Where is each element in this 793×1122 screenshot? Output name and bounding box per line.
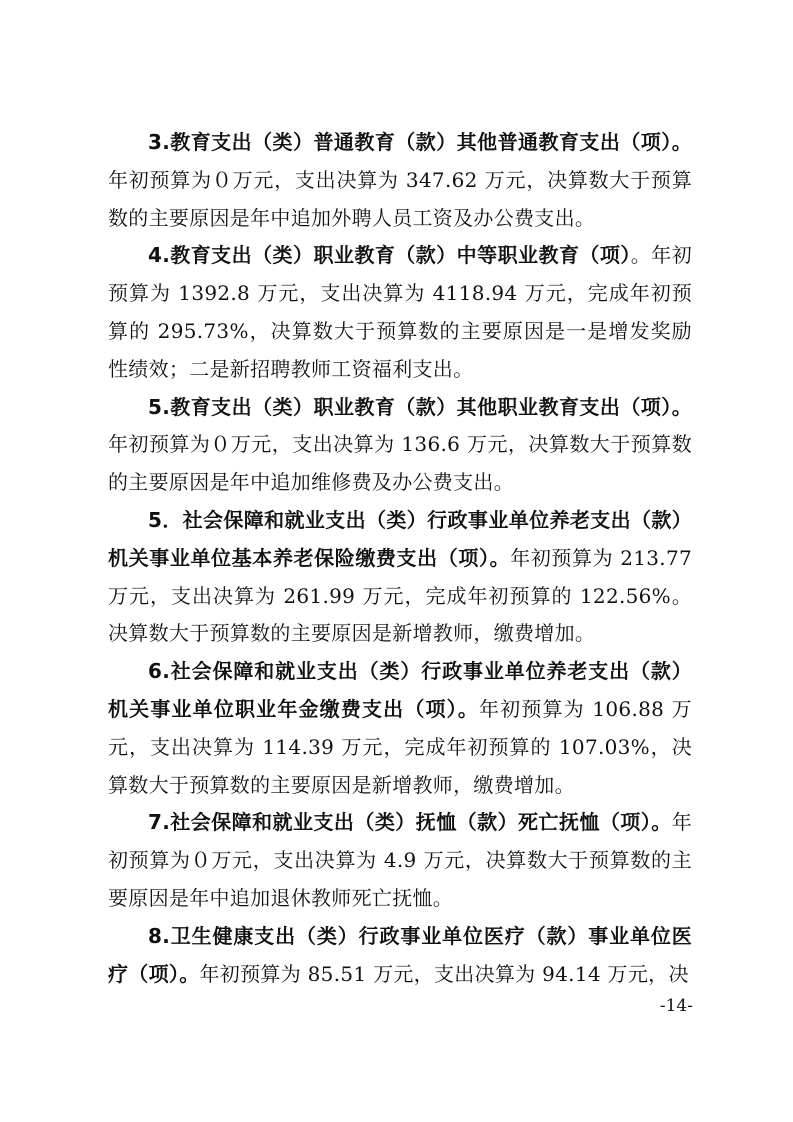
paragraph-item-3 [108,124,692,237]
paragraph-item-8 [108,918,692,994]
paragraph-item-5b [108,502,692,653]
paragraph-item-4 [108,237,692,388]
paragraph-text: 年初预算为 106.88 万元，支出决算为 114.39 万元，完成年初预算的 107.03%，决算数大于预算数的主要原因是新增教师，缴费增加。 [108,696,692,797]
paragraph-text: 年初预算为０万元，支出决算为 347.62 万元，决算数大于预算数的主要原因是年中追加外聘人员工资及办公费支出。 [108,167,692,230]
paragraph-item-7 [108,804,692,917]
paragraph-text: 年初预算为０万元，支出决算为 136.6 万元，决算数大于预算数的主要原因是年中追加维修费及办公费支出。 [108,432,692,495]
paragraph-heading: 7.社会保障和就业支出（类）抚恤（款）死亡抚恤（项）。 [148,810,672,835]
document-body [108,124,692,993]
paragraph-text: 年初预算为 213.77 万元，支出决算为 261.99 万元，完成年初预算的 122.56%。决算数大于预算数的主要原因是新增教师，缴费增加。 [108,545,692,646]
paragraph-heading: 5．社会保障和就业支出（类）行政事业单位养老支出（款）机关事业单位基本养老保险缴费支出（项）。 [108,507,692,570]
paragraph-heading: 3.教育支出（类）普通教育（款）其他普通教育支出（项）。 [148,130,692,154]
paragraph-heading: 6.社会保障和就业支出（类）行政事业单位养老支出（款）机关事业单位职业年金缴费支出（项）。 [108,659,692,721]
paragraph-text: 年初预算为０万元，支出决算为 4.9 万元，决算数大于预算数的主要原因是年中追加退休教师死亡抚恤。 [108,810,692,910]
paragraph-text: 年初预算为 85.51 万元，支出决算为 94.14 万元，决 [199,961,689,986]
paragraph-item-6 [108,653,692,804]
paragraph-item-5 [108,389,692,502]
paragraph-heading: 8.卫生健康支出（类）行政事业单位医疗（款）事业单位医疗（项）。 [108,923,692,986]
page-number: -14- [659,996,693,1016]
paragraph-heading: 5.教育支出（类）职业教育（款）其他职业教育支出（项）。 [148,394,692,419]
paragraph-heading: 4.教育支出（类）职业教育（款）中等职业教育（项） [148,243,631,268]
paragraph-text: 。年初预算为 1392.8 万元，支出决算为 4118.94 万元，完成年初预算的 295.73%，决算数大于预算数的主要原因是一是增发奖励性绩效；二是新招聘教师工资福利支出。 [108,243,692,381]
